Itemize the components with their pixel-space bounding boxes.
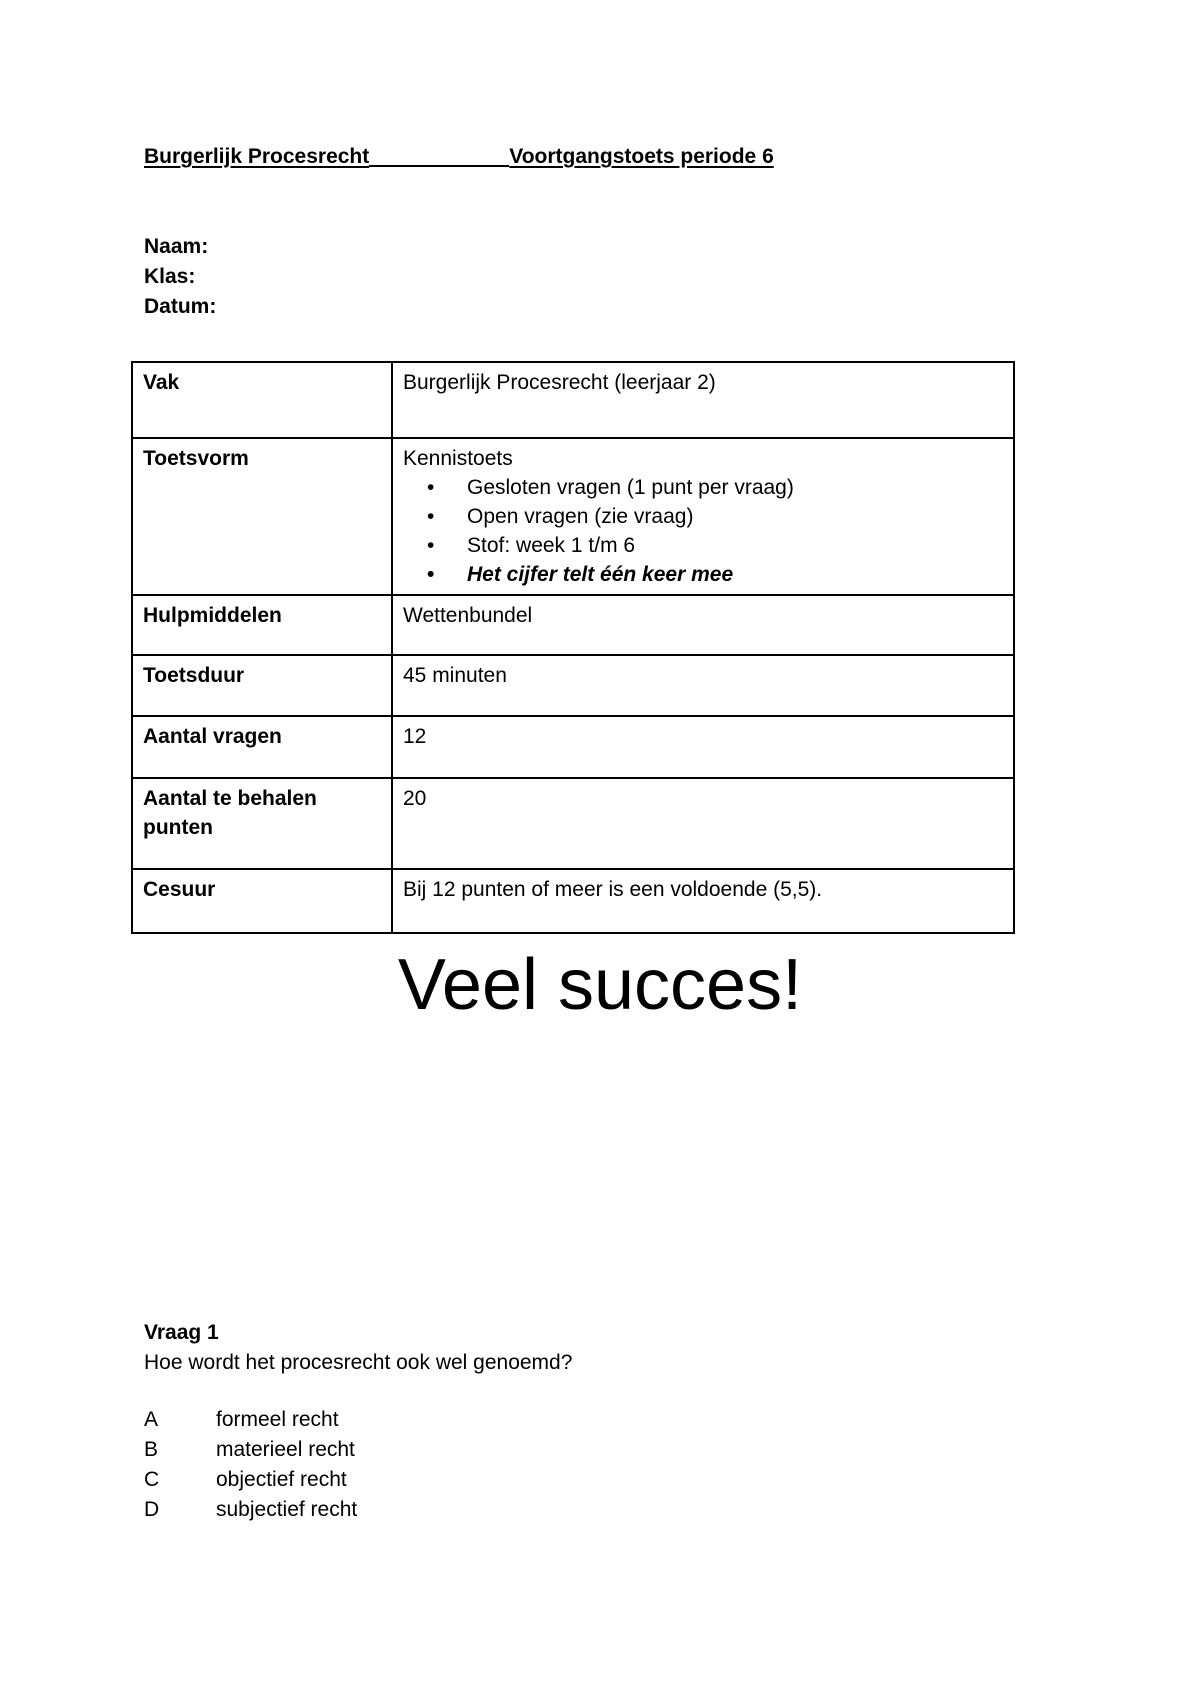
good-luck-slogan: Veel succes! bbox=[397, 945, 803, 1025]
answer-option-b bbox=[144, 1435, 572, 1465]
table-row bbox=[132, 869, 1014, 933]
header-subject: Burgerlijk Procesrecht bbox=[144, 145, 370, 168]
bullet-icon: • bbox=[427, 534, 435, 557]
table-row bbox=[132, 655, 1014, 716]
toetsvorm-label: Toetsvorm bbox=[132, 438, 392, 595]
bullet-icon: • bbox=[427, 476, 435, 499]
answer-option-d bbox=[144, 1495, 572, 1525]
answer-letter: B bbox=[144, 1438, 159, 1461]
toetsvorm-cell bbox=[392, 438, 1014, 595]
hulpmiddelen-value: Wettenbundel bbox=[392, 595, 1014, 655]
datum-label: Datum: bbox=[144, 295, 217, 318]
header-underline-gap bbox=[369, 165, 509, 167]
bullet-icon: • bbox=[427, 505, 435, 528]
table-row bbox=[132, 362, 1014, 438]
question-title: Vraag 1 bbox=[144, 1321, 219, 1344]
answer-text: formeel recht bbox=[216, 1408, 339, 1431]
table-row bbox=[132, 595, 1014, 655]
answer-letter: A bbox=[144, 1408, 159, 1431]
table-row bbox=[132, 778, 1014, 869]
document-header bbox=[144, 145, 774, 169]
table-row bbox=[132, 716, 1014, 778]
klas-label: Klas: bbox=[144, 265, 196, 288]
aantal-punten-label: Aantal te behalen punten bbox=[132, 778, 392, 869]
answer-letter: C bbox=[144, 1468, 160, 1491]
table-row bbox=[132, 438, 1014, 595]
question-text: Hoe wordt het procesrecht ook wel genoemd? bbox=[144, 1351, 573, 1374]
hulpmiddelen-label: Hulpmiddelen bbox=[132, 595, 392, 655]
student-meta bbox=[144, 232, 216, 322]
test-info-table bbox=[131, 361, 1015, 934]
vak-value: Burgerlijk Procesrecht (leerjaar 2) bbox=[392, 362, 1014, 438]
naam-label: Naam: bbox=[144, 235, 209, 258]
aantal-vragen-value: 12 bbox=[392, 716, 1014, 778]
list-item: • Open vragen (zie vraag) bbox=[467, 502, 1003, 531]
toetsvorm-list bbox=[403, 473, 1003, 589]
list-item: • Het cijfer telt één keer mee bbox=[467, 560, 1003, 589]
answer-option-c bbox=[144, 1465, 572, 1495]
question-1 bbox=[144, 1318, 572, 1525]
cesuur-label: Cesuur bbox=[132, 869, 392, 933]
answer-text: materieel recht bbox=[216, 1438, 355, 1461]
answer-text: objectief recht bbox=[216, 1468, 347, 1491]
answer-letter: D bbox=[144, 1498, 160, 1521]
bullet-icon: • bbox=[427, 563, 435, 586]
vak-label: Vak bbox=[132, 362, 392, 438]
toetsduur-label: Toetsduur bbox=[132, 655, 392, 716]
answer-options bbox=[144, 1405, 572, 1525]
list-item: • Stof: week 1 t/m 6 bbox=[467, 531, 1003, 560]
aantal-punten-value: 20 bbox=[392, 778, 1014, 869]
answer-text: subjectief recht bbox=[216, 1498, 358, 1521]
list-item: • Gesloten vragen (1 punt per vraag) bbox=[467, 473, 1003, 502]
toetsduur-value: 45 minuten bbox=[392, 655, 1014, 716]
cesuur-value: Bij 12 punten of meer is een voldoende (5,5). bbox=[392, 869, 1014, 933]
answer-option-a bbox=[144, 1405, 572, 1435]
toetsvorm-value: Kennistoets bbox=[403, 447, 513, 470]
header-test-title: Voortgangstoets periode 6 bbox=[509, 145, 774, 168]
aantal-vragen-label: Aantal vragen bbox=[132, 716, 392, 778]
